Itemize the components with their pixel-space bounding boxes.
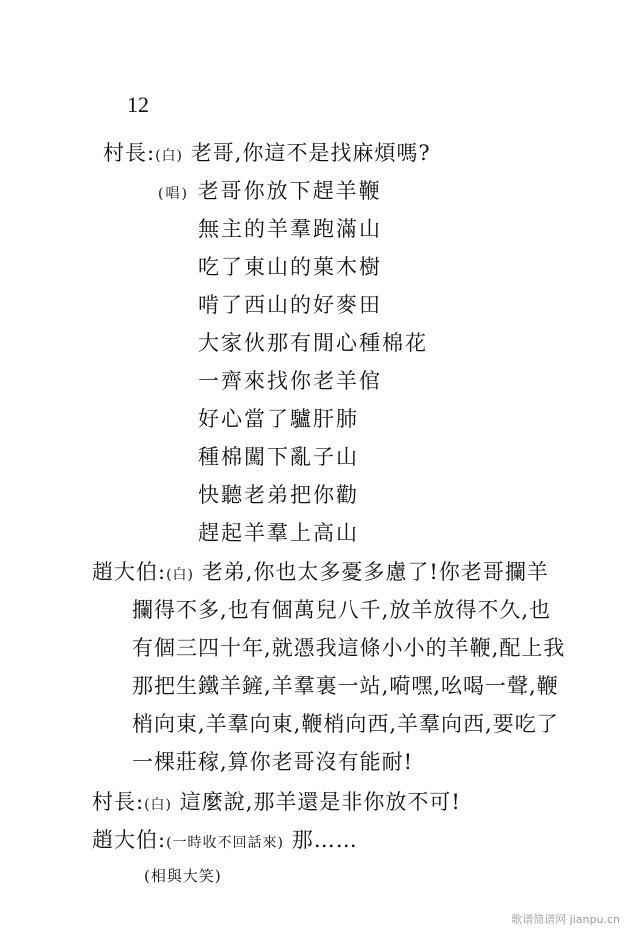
stage-direction: (唱) [158, 186, 189, 202]
sung-text: 老哥你放下趕羊鞭 [197, 179, 382, 203]
sung-line: 無主的羊羣跑滿山 [198, 217, 382, 241]
sung-line: 快聽老弟把你勸 [198, 483, 359, 507]
dialogue-continuation: 有個三四十年,就憑我這條小小的羊鞭,配上我 [132, 636, 566, 660]
sung-line: 好心當了驢肝肺 [198, 407, 359, 431]
watermark: 歌谱简谱网 jianpu.cn [511, 913, 620, 926]
sung-line: 吃了東山的菓木樹 [198, 255, 382, 279]
dialogue-text: 老弟,你也太多憂多慮了!你老哥攔羊 [201, 560, 549, 584]
dialogue-text: 這麼說,那羊還是非你放不可! [179, 790, 461, 814]
dialogue-continuation: 攔得不多,也有個萬兒八千,放羊放得不久,也 [132, 598, 552, 622]
stage-note: (相與大笑) [144, 867, 222, 885]
dialogue-text: 那…… [291, 828, 358, 852]
page-number: 12 [127, 92, 149, 117]
speaker-label: 村長: [92, 790, 145, 814]
sung-line: 一齊來找你老羊倌 [198, 369, 382, 393]
dialogue-line-zhao [92, 556, 549, 586]
stage-direction: (一時收不回話來) [166, 835, 285, 851]
stage-direction: (白) [155, 148, 184, 164]
sung-line: 趕起羊羣上高山 [198, 521, 359, 545]
sung-intro [158, 175, 382, 205]
sung-line: 啃了西山的好麥田 [198, 293, 382, 317]
dialogue-continuation: 一棵莊稼,算你老哥沒有能耐! [132, 750, 414, 774]
speaker-label: 村長: [103, 141, 156, 165]
stage-direction: (白) [166, 567, 195, 583]
speaker-label: 趙大伯: [92, 828, 167, 852]
dialogue-line-village-head [103, 137, 431, 167]
dialogue-text: 老哥,你這不是找麻煩嗎? [190, 141, 431, 165]
sung-line: 大家伙那有閒心種棉花 [198, 331, 428, 355]
sung-line: 種棉闖下亂子山 [198, 445, 359, 469]
dialogue-line-zhao-2 [92, 824, 358, 854]
dialogue-continuation: 梢向東,羊羣向東,鞭梢向西,羊羣向西,要吃了 [132, 712, 559, 736]
dialogue-line-village-head-2 [92, 786, 461, 816]
speaker-label: 趙大伯: [92, 560, 167, 584]
dialogue-continuation: 那把生鐵羊鏟,羊羣裏一站,嗬嘿,吆喝一聲,鞭 [132, 674, 559, 698]
stage-direction: (白) [144, 797, 173, 813]
